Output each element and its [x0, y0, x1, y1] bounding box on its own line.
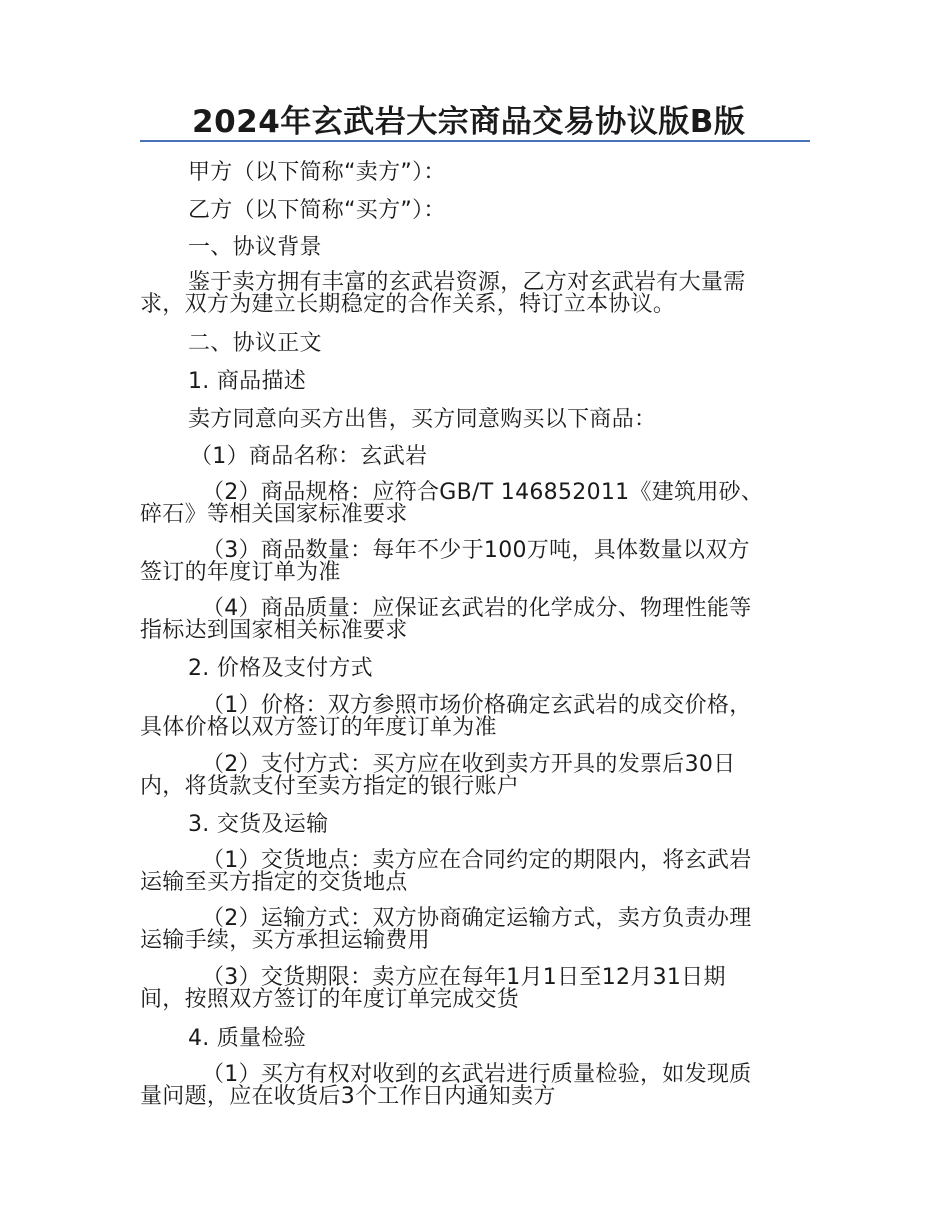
- clause-2-item-1: [140, 695, 810, 739]
- item-line: 碎石》等相关国家标准要求: [140, 502, 408, 527]
- item-line: 间，按照双方签订的年度订单完成交货: [140, 987, 520, 1012]
- item-line: （1）价格：双方参照市场价格确定玄武岩的成交价格，: [202, 693, 752, 718]
- item-line: （2）支付方式：买方应在收到卖方开具的发票后30日: [202, 752, 736, 777]
- item-line: （1）交货地点：卖方应在合同约定的期限内，将玄武岩: [202, 848, 752, 873]
- party-b-line: 乙方（以下简称“买方”）：: [188, 198, 446, 223]
- section-1-heading: 一、协议背景: [188, 235, 322, 260]
- item-line: 运输手续，买方承担运输费用: [140, 928, 430, 953]
- item-line: （3）交货期限：卖方应在每年1月1日至12月31日期: [202, 965, 726, 990]
- paragraph-line: 求，双方为建立长期稳定的合作关系，特订立本协议。: [140, 292, 676, 317]
- item-line: 运输至买方指定的交货地点: [140, 870, 408, 895]
- clause-2-item-2: [140, 754, 810, 798]
- item-line: 签订的年度订单为准: [140, 560, 341, 585]
- clause-3-item-3: [140, 967, 810, 1011]
- clause-1-item-3: [140, 540, 810, 584]
- background-paragraph: [140, 272, 810, 316]
- party-a-line: 甲方（以下简称“卖方”）：: [188, 160, 446, 185]
- item-line: （2）商品规格：应符合GB/T 146852011《建筑用砂、: [202, 480, 764, 505]
- clause-1-item-2: [140, 482, 810, 526]
- section-2-heading: 二、协议正文: [188, 331, 322, 356]
- clause-2-heading: 2. 价格及支付方式: [188, 656, 373, 681]
- clause-3-heading: 3. 交货及运输: [188, 812, 329, 837]
- item-line: （3）商品数量：每年不少于100万吨，具体数量以双方: [202, 538, 750, 563]
- clause-3-item-2: [140, 908, 810, 952]
- document-title: 2024年玄武岩大宗商品交易协议版B版: [192, 104, 746, 140]
- clause-1-item-1: （1）商品名称：玄武岩: [190, 444, 428, 469]
- item-line: 指标达到国家相关标准要求: [140, 618, 408, 643]
- clause-1-heading: 1. 商品描述: [188, 369, 307, 394]
- clause-4-item-1: [140, 1064, 810, 1108]
- item-line: 量问题，应在收货后3个工作日内通知卖方: [140, 1084, 556, 1109]
- clause-3-item-1: [140, 850, 810, 894]
- item-line: 具体价格以双方签订的年度订单为准: [140, 715, 497, 740]
- item-line: （4）商品质量：应保证玄武岩的化学成分、物理性能等: [202, 596, 752, 621]
- clause-1-intro: 卖方同意向买方出售，买方同意购买以下商品：: [188, 407, 657, 432]
- clause-4-heading: 4. 质量检验: [188, 1026, 307, 1051]
- clause-1-item-4: [140, 598, 810, 642]
- paragraph-line: 鉴于卖方拥有丰富的玄武岩资源，乙方对玄武岩有大量需: [188, 270, 746, 295]
- title-underline: [140, 140, 810, 142]
- item-line: 内，将货款支付至卖方指定的银行账户: [140, 774, 520, 799]
- item-line: （2）运输方式：双方协商确定运输方式，卖方负责办理: [202, 906, 752, 931]
- item-line: （1）买方有权对收到的玄武岩进行质量检验，如发现质: [202, 1062, 752, 1087]
